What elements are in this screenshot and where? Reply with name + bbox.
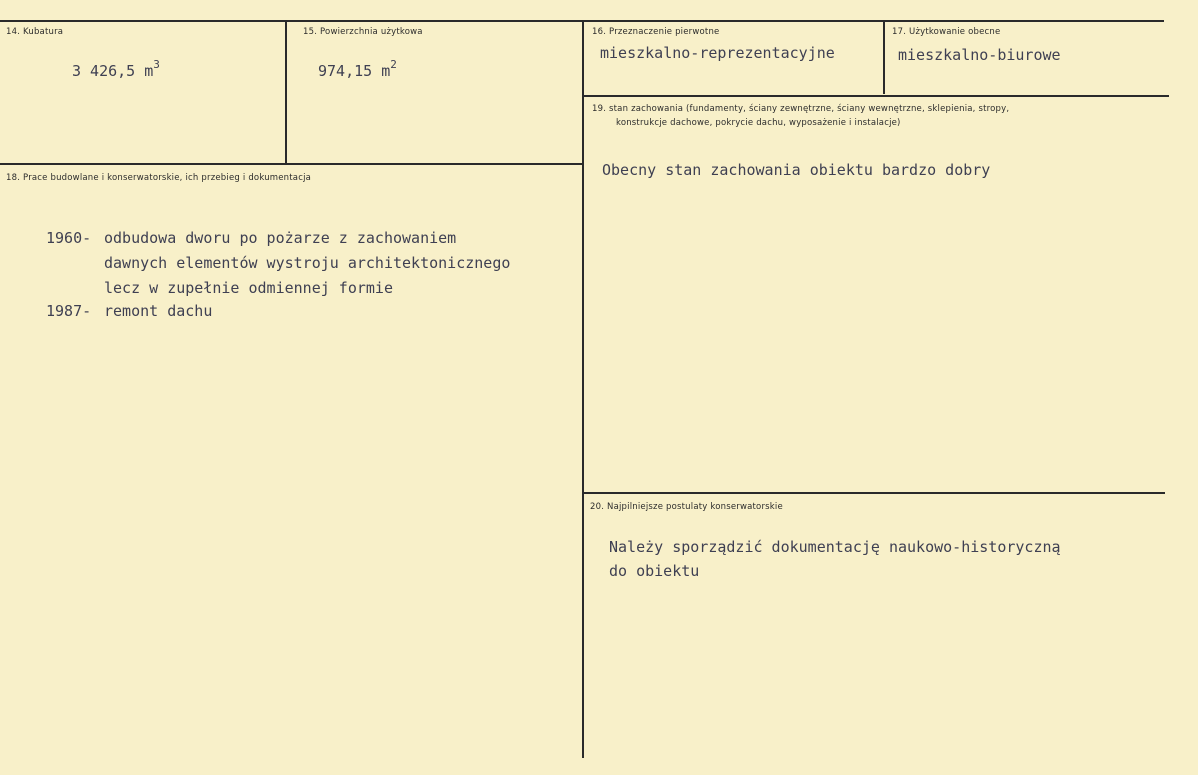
field-15-power: 2: [390, 58, 397, 71]
field-18-entry-1960-line-3: [104, 276, 393, 301]
field-14-power: 3: [153, 58, 160, 71]
field-20-label: 20. Najpilniejsze postulaty konserwatorskie: [590, 502, 783, 512]
field-20-line-2: do obiektu: [609, 562, 700, 580]
field-15-value: [318, 60, 397, 80]
field-18-entry-1960-text-2: dawnych elementów wystroju architektonicznego: [104, 254, 511, 272]
field-14-value: [72, 60, 160, 80]
field-19-value: Obecny stan zachowania obiektu bardzo dobry: [602, 161, 991, 179]
field-19-label-line-2: konstrukcje dachowe, pokrycie dachu, wyposażenie i instalacje): [616, 118, 901, 128]
field-17-value: mieszkalno-biurowe: [898, 46, 1061, 64]
field-18-entry-1987-line-1: [46, 299, 212, 324]
main-vertical-divider: [582, 20, 584, 758]
field-19-label-line-1: 19. stan zachowania (fundamenty, ściany zewnętrzne, ściany wewnętrzne, sklepienia, stropy,: [592, 104, 1010, 114]
divider-19-20: [583, 492, 1165, 494]
field-14-label: 14. Kubatura: [6, 27, 64, 37]
field-17-label: 17. Użytkowanie obecne: [892, 27, 1001, 37]
divider-14-15: [285, 20, 287, 165]
field-20-line-1: Należy sporządzić dokumentację naukowo-historyczną: [609, 538, 1061, 556]
field-18-entry-1987-text-1: remont dachu: [104, 302, 213, 320]
field-18-label: 18. Prace budowlane i konserwatorskie, ich przebieg i dokumentacja: [6, 173, 312, 183]
field-18-entry-1960-year: 1960-: [46, 229, 92, 247]
field-18-entry-1960-text-1: odbudowa dworu po pożarze z zachowaniem: [104, 229, 457, 247]
field-16-value: mieszkalno-reprezentacyjne: [600, 44, 835, 62]
field-16-label: 16. Przeznaczenie pierwotne: [592, 27, 720, 37]
field-18-entry-1987-year: 1987-: [46, 302, 92, 320]
divider-16-17: [883, 20, 885, 94]
field-18-entry-1960-line-2: [104, 251, 510, 276]
field-14-number: 3 426,5 m: [72, 62, 154, 80]
field-18-entry-1960-text-3: lecz w zupełnie odmiennej formie: [104, 279, 393, 297]
divider-16-19: [583, 95, 1169, 97]
divider-row1-bottom-left: [0, 163, 583, 165]
field-15-number: 974,15 m: [318, 62, 391, 80]
field-18-entry-1960-line-1: [46, 226, 456, 251]
field-15-label: 15. Powierzchnia użytkowa: [303, 27, 423, 37]
